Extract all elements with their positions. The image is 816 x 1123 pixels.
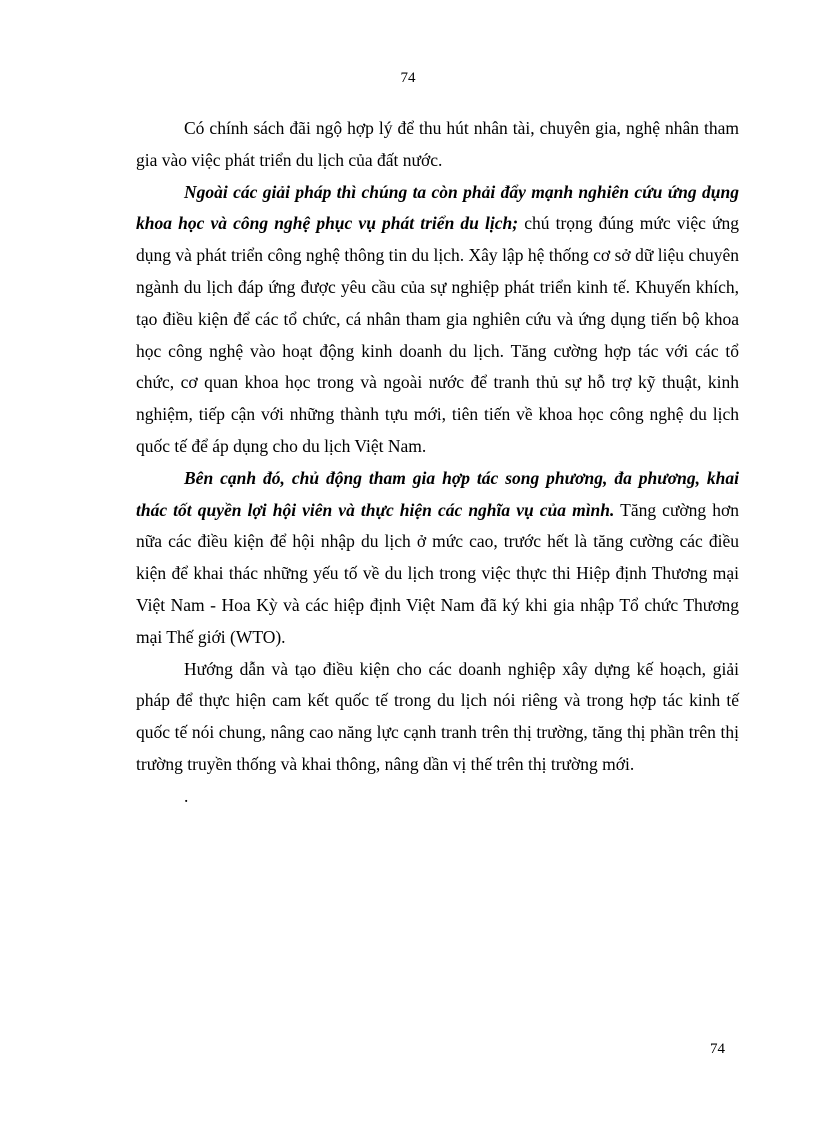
paragraph-4 [136,654,739,781]
paragraph-3 [136,463,739,654]
paragraph-4-text: Hướng dẫn và tạo điều kiện cho các doanh nghiệp xây dựng kế hoạch, giải pháp để thực hiện cam kết quốc tế trong du lịch nói riêng và trong hợp tác kinh tế quốc tế nói chung, nâng cao năng lực cạnh tranh trên thị trường, tăng thị phần trên thị trường truyền thống và khai thông, nâng dần vị thế trên thị trường mới. [136,658,739,774]
trailing-mark: . [184,785,189,806]
page-number-top: 74 [400,70,416,86]
paragraph-3-lead: Bên cạnh đó, chủ động tham gia hợp tác song phương, đa phương, khai thác tốt quyền lợi hội viên và thực hiện các nghĩa vụ của mình. [136,467,739,520]
paragraph-3-text: Tăng cường hơn nữa các điều kiện để hội nhập du lịch ở mức cao, trước hết là tăng cường các điều kiện để khai thác những yếu tố về du lịch trong việc thực thi Hiệp định Thương mại Việt Nam - Hoa Kỳ và các hiệp định Việt Nam đã ký khi gia nhập Tổ chức Thương mại Thế giới (WTO). [136,499,740,647]
paragraph-1-text: Có chính sách đãi ngộ hợp lý để thu hút nhân tài, chuyên gia, nghệ nhân tham gia vào việc phát triển du lịch của đất nước. [136,118,739,170]
paragraph-2-text: chú trọng đúng mức việc ứng dụng và phát triển công nghệ thông tin du lịch. Xây lập hệ thống cơ sở dữ liệu chuyên ngành du lịch đáp ứng được yêu cầu của sự nghiệp phát triển kinh tế. Khuyến khích, tạo điều kiện để các tổ chức, cá nhân tham gia nghiên cứu và ứng dụng tiến bộ khoa học công nghệ vào hoạt động kinh doanh du lịch. Tăng cường hợp tác với các tổ chức, cơ quan khoa học trong và ngoài nước để tranh thủ sự hỗ trợ kỹ thuật, kinh nghiệm, tiếp cận với những thành tựu mới, tiên tiến về khoa học công nghệ du lịch quốc tế để áp dụng cho du lịch Việt Nam. [136,213,739,456]
page-number-bottom: 74 [710,1041,725,1057]
paragraph-1 [136,113,739,177]
document-body [136,113,739,813]
paragraph-2 [136,177,739,463]
paragraph-2-lead: Ngoài các giải pháp thì chúng ta còn phải đẩy mạnh nghiên cứu ứng dụng khoa học và công nghệ phục vụ phát triển du lịch; [136,181,739,234]
